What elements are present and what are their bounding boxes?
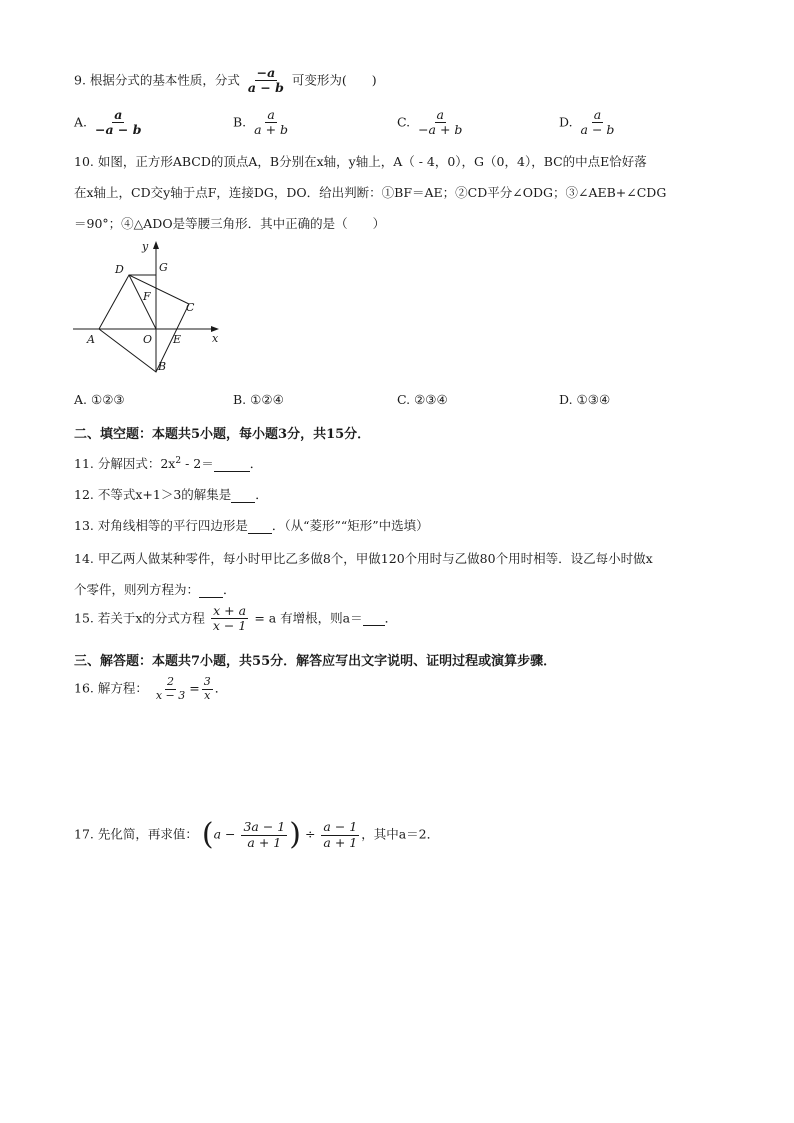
q9-option-b — [233, 108, 292, 138]
section-2-heading: 二、填空题：本题共5小题，每小题3分，共15分． — [74, 427, 371, 442]
q11-prefix: 11. 分解因式：2x — [74, 456, 176, 471]
q17-inner-fraction — [241, 820, 287, 850]
q10-option-a — [74, 392, 125, 407]
q10-line-3: ＝90°；④△ADO是等腰三角形．其中正确的是（ ） — [74, 216, 386, 231]
option-text: ①③④ — [576, 392, 611, 407]
question-16 — [74, 676, 227, 702]
q10-option-c — [397, 392, 448, 407]
option-numerator: a — [267, 107, 275, 122]
option-fraction — [93, 108, 144, 138]
q9-fraction-numerator: −a — [256, 65, 276, 80]
q9-option-a — [74, 108, 146, 138]
label-e: E — [173, 333, 182, 346]
q13-suffix: ．（从“菱形”“矩形”中选填） — [271, 518, 429, 533]
q9-option-d — [559, 108, 618, 138]
q10-option-d — [559, 392, 610, 407]
option-denominator: −a + b — [418, 122, 463, 138]
q14-line-2 — [74, 580, 236, 598]
q15-denominator: x − 1 — [212, 618, 247, 634]
q10-line-2: 在x轴上，CD交y轴于点F，连接DG，DO．给出判断：①BF＝AE；②CD平分∠ODG；③∠AEB+∠CDG — [74, 185, 667, 200]
option-label: C. — [397, 392, 411, 407]
question-12 — [74, 485, 268, 503]
q12-end: ． — [255, 487, 268, 502]
q9-fraction-denominator: a − b — [247, 80, 284, 96]
question-15 — [74, 604, 397, 634]
q17-inner-denominator: a + 1 — [247, 834, 282, 850]
q15-end: ． — [384, 610, 398, 626]
option-numerator: a — [114, 107, 123, 122]
option-label: A. — [74, 114, 88, 130]
q12-answer-blank[interactable] — [231, 487, 255, 503]
q16-right-numerator: 3 — [203, 675, 211, 688]
q14-end: ． — [223, 582, 236, 597]
q10-geometry-figure — [70, 238, 230, 380]
q11-exponent: 2 — [175, 455, 182, 466]
q17-prefix: 17. 先化简，再求值： — [74, 826, 198, 842]
option-label: D. — [559, 392, 573, 407]
q16-left-denominator: x − 3 — [155, 688, 186, 702]
q17-divide-sign: ÷ — [304, 826, 316, 842]
question-17 — [74, 817, 440, 852]
q16-equals: = — [189, 680, 200, 696]
label-b: B — [158, 360, 167, 373]
q11-end: ． — [249, 456, 263, 471]
question-9 — [74, 66, 377, 96]
q17-divisor-fraction — [321, 820, 359, 850]
y-axis-arrow-icon — [153, 241, 159, 249]
option-numerator: a — [593, 107, 602, 122]
q17-left-paren: ( — [201, 817, 214, 852]
q17-right-paren: ) — [289, 817, 301, 852]
label-f: F — [143, 290, 151, 303]
q17-suffix: ，其中a＝2． — [361, 826, 440, 842]
option-label: A. — [74, 392, 88, 407]
label-g: G — [159, 261, 168, 274]
q13-prefix: 13. 对角线相等的平行四边形是 — [74, 518, 248, 533]
q13-answer-blank[interactable] — [248, 518, 272, 534]
label-c: C — [186, 301, 195, 314]
option-fraction — [416, 108, 464, 138]
q17-divisor-numerator: a − 1 — [323, 819, 358, 835]
question-13 — [74, 516, 429, 534]
q9-option-c — [397, 108, 466, 138]
q10-line-1: 10. 如图，正方形ABCD的顶点A，B分别在x轴，y轴上，A（ - 4，0），G（0，4），BC的中点E恰好落 — [74, 154, 647, 169]
option-label: C. — [397, 114, 411, 130]
q14-answer-blank[interactable] — [199, 582, 223, 598]
option-denominator: a − b — [580, 122, 615, 138]
option-denominator: a + b — [254, 122, 289, 138]
q11-suffix: - 2＝ — [181, 456, 214, 471]
q15-prefix: 15. 若关于x的分式方程 — [74, 610, 205, 626]
q16-prefix: 16. 解方程： — [74, 680, 148, 696]
q11-answer-blank[interactable] — [214, 456, 250, 472]
label-d: D — [115, 263, 124, 276]
option-denominator: −a − b — [95, 122, 142, 138]
q16-right-fraction — [202, 676, 213, 702]
option-text: ①②④ — [250, 392, 284, 407]
q17-divisor-denominator: a + 1 — [323, 834, 358, 850]
option-label: D. — [559, 114, 573, 130]
label-y: y — [142, 240, 149, 253]
q9-suffix: 可变形为( ) — [291, 72, 377, 88]
q17-a-term: a − — [213, 826, 236, 842]
section-3-heading: 三、解答题：本题共7小题，共55分．解答应写出文字说明、证明过程或演算步骤． — [74, 654, 557, 669]
option-text: ①②③ — [91, 392, 125, 407]
option-fraction — [252, 108, 290, 138]
q12-prefix: 12. 不等式x+1＞3的解集是 — [74, 487, 232, 502]
option-numerator: a — [436, 107, 444, 122]
q15-answer-blank[interactable] — [363, 610, 385, 626]
label-a: A — [87, 333, 95, 346]
label-o: O — [143, 333, 153, 346]
q16-left-numerator: 2 — [167, 675, 175, 688]
q16-end: ． — [214, 680, 228, 696]
option-text: ②③④ — [414, 392, 448, 407]
q16-right-denominator: x — [204, 688, 211, 702]
q16-left-fraction — [154, 676, 187, 702]
q10-option-b — [233, 392, 284, 407]
q17-inner-numerator: 3a − 1 — [243, 819, 286, 835]
label-x: x — [212, 332, 219, 345]
q15-fraction — [211, 604, 248, 634]
option-label: B. — [233, 114, 247, 130]
q9-fraction — [246, 66, 286, 96]
option-fraction — [579, 108, 617, 138]
q9-prefix: 9. 根据分式的基本性质，分式 — [74, 72, 240, 88]
q14-line-1: 14. 甲乙两人做某种零件，每小时甲比乙多做8个，甲做120个用时与乙做80个用时相等．设乙每小时做x — [74, 551, 653, 566]
q15-numerator: x + a — [213, 603, 247, 618]
q14-prefix: 个零件，则列方程为： — [74, 582, 200, 597]
q15-middle: = a 有增根，则a＝ — [254, 610, 363, 626]
question-11 — [74, 454, 262, 472]
option-label: B. — [233, 392, 247, 407]
